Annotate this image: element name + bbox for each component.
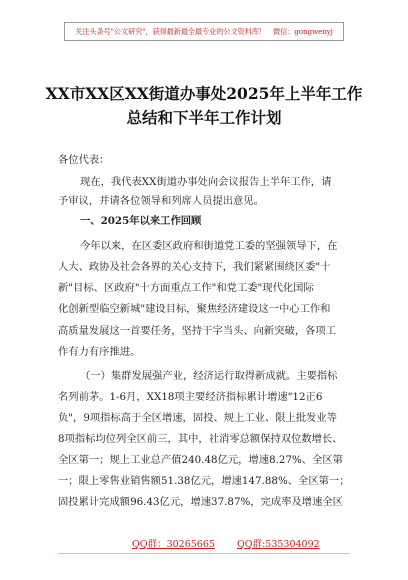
header-notice-text: 关注头条号"公文研究"，获得最新最全最专业的公文资料库！ 微信：gongwenyj [75,26,333,36]
section-heading: 一、2025年以来工作回顾 [80,215,202,227]
body-line: 新"目标、区政府"十方面重点工作"和党工委"现代化国际 [58,282,314,294]
body-line: 今年以来，在区委区政府和街道党工委的坚强领导下，在 [80,240,338,252]
header-notice-box [64,22,344,41]
footer-divider [58,553,350,554]
body-line: 高质量发展这一首要任务，坚持干字当头、向新突破，各项工 [58,325,337,337]
body-line: 负"，9项指标高于全区增速，固投、规上工业、限上批发业等 [58,412,338,424]
document-title-line2: 总结和下半年工作计划 [126,108,282,127]
body-line: 一；限上零售业销售额51.38亿元，增速147.88%、全区第一； [58,475,350,487]
body-line: 8项指标均位列全区前三，其中，社消零总额保持双位数增长、 [58,433,343,445]
salutation: 各位代表： [58,154,110,166]
body-line: 人大、政协及社会各界的关心支持下，我们紧紧围绕区委"十 [58,261,331,273]
body-line: 化创新型临空新城"建设目标，聚焦经济建设这一中心工作和 [58,303,331,315]
body-line: 名列前茅。1-6月，XX18项主要经济指标累计增速"12正6 [58,391,323,403]
body-line: 固投累计完成额96.43亿元，增速37.87%，完成率及增速全区 [58,496,343,508]
body-line: 全区第一；规上工业总产值240.48亿元，增速8.27%、全区第 [58,454,343,466]
document-title-line1: XX市XX区XX街道办事处2025年上半年工作 [45,84,363,103]
body-line: 予审议，并请各位领导和列席人员提出意见。 [58,195,264,207]
footer-qq-group-link-2[interactable]: QQ群:535304092 [237,539,320,550]
footer-qq-group-link-1[interactable]: QQ群：30265665 [132,539,215,550]
body-line: （一）集群发展强产业，经济运行取得新成就。主要指标 [80,370,338,382]
body-line: 作有力有序推进。 [58,346,141,358]
body-line: 现在，我代表XX街道办事处向会议报告上半年工作，请 [80,176,332,188]
